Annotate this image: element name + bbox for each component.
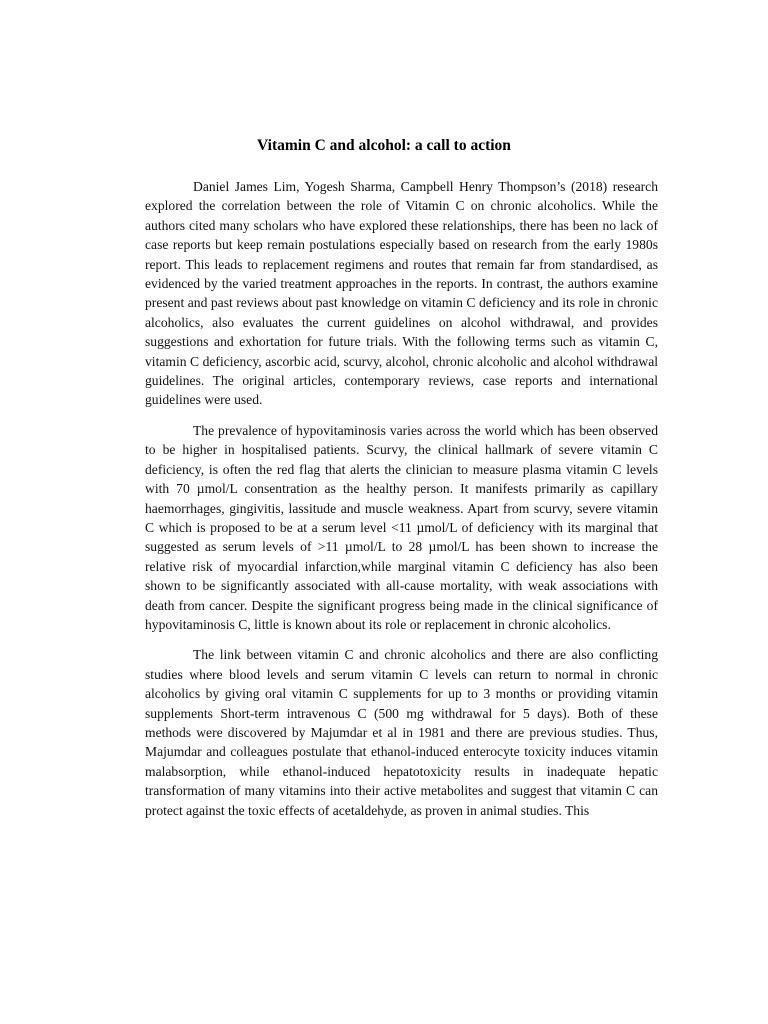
paragraph-1: Daniel James Lim, Yogesh Sharma, Campbell Henry Thompson’s (2018) research explored the correlation between the role of Vitamin C on chronic alcoholics. While the authors cited many scholars who have explored these relationships, there has been no lack of case reports but keep remain postulations especially based on research from the early 1980s report. This leads to replacement regimens and routes that remain far from standardised, as evidenced by the varied treatment approaches in the reports. In contrast, the authors examine present and past reviews about past knowledge on vitamin C deficiency and its role in chronic alcoholics, also evaluates the current guidelines on alcohol withdrawal, and provides suggestions and exhortation for future trials. With the following terms such as vitamin C, vitamin C deficiency, ascorbic acid, scurvy, alcohol, chronic alcoholic and alcohol withdrawal guidelines. The original articles, contemporary reviews, case reports and international guidelines were used.	[145, 179, 658, 408]
document-body	[145, 177, 658, 831]
paragraph-3: The link between vitamin C and chronic alcoholics and there are also conflicting studies where blood levels and serum vitamin C levels can return to normal in chronic alcoholics by giving oral vitamin C supplements for up to 3 months or providing vitamin supplements Short-term intravenous C (500 mg withdrawal for 5 days). Both of these methods were discovered by Majumdar et al in 1981 and there are previous studies. Thus, Majumdar and colleagues postulate that ethanol-induced enterocyte toxicity induces vitamin malabsorption, while ethanol-induced hepatotoxicity results in inadequate hepatic transformation of many vitamins into their active metabolites and suggest that vitamin C can protect against the toxic effects of acetaldehyde, as proven in animal studies. This	[145, 647, 658, 818]
paragraph-2: The prevalence of hypovitaminosis varies across the world which has been observed to be higher in hospitalised patients. Scurvy, the clinical hallmark of severe vitamin C deficiency, is often the red flag that alerts the clinician to measure plasma vitamin C levels with 70 µmol/L consentration as the healthy person. It manifests primarily as capillary haemorrhages, gingivitis, lassitude and muscle weakness. Apart from scurvy, severe vitamin C which is proposed to be at a serum level <11 µmol/L of deficiency with its marginal that suggested as serum levels of >11 µmol/L to 28 µmol/L has been shown to increase the relative risk of myocardial infarction,while marginal vitamin C deficiency has also been shown to be significantly associated with all-cause mortality, with weak associations with death from cancer. Despite the significant progress being made in the clinical significance of hypovitaminosis C, little is known about its role or replacement in chronic alcoholics.	[145, 422, 658, 632]
document-title: Vitamin C and alcohol: a call to action	[257, 137, 511, 154]
